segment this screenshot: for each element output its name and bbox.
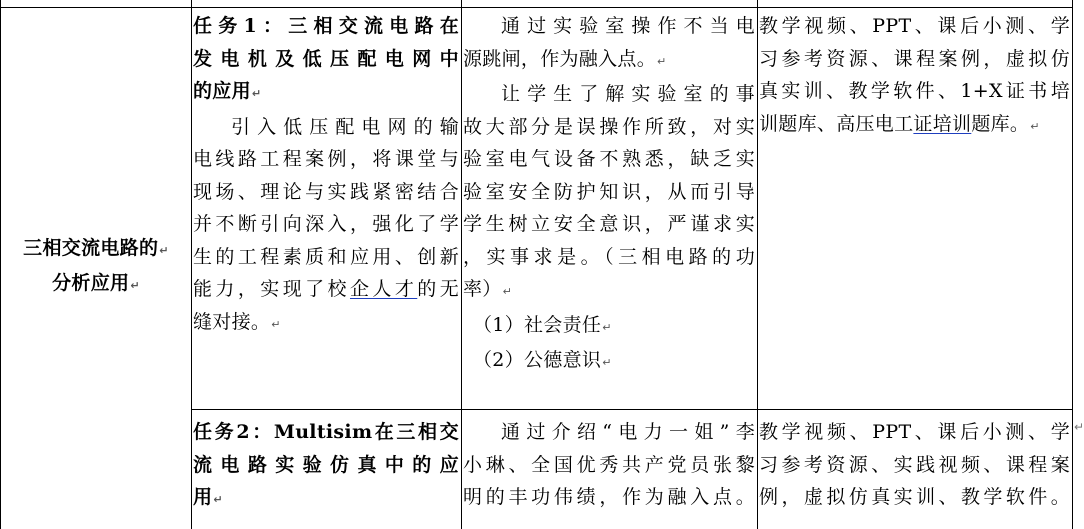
resources-2-line-1: 教学视频、PPT、课后小测、学 <box>759 421 1070 443</box>
task-2-cell <box>193 416 459 517</box>
resources-1-line-1: 教学视频、PPT、课后小测、学 <box>759 15 1070 37</box>
task-2-title-line-3: 用↵ <box>193 486 223 508</box>
ideology-1-line-5: 验室电气设备不熟悉，缺乏实 <box>463 148 755 170</box>
resources-1-line-4: 训题库、高压电工证培训题库。↵ <box>759 112 1040 135</box>
ideology-2-line-3: 明的丰功伟绩，作为融入点。 <box>463 486 755 508</box>
ideology-1-line-8: ，实事求是。（三相电路的功 <box>463 245 755 268</box>
task-1-body-line-7: 缝对接。↵ <box>193 310 281 333</box>
column-divider-1 <box>191 0 192 529</box>
task-2-title-line-1: 任务2：Multisim在三相交 <box>193 421 459 443</box>
ideology-1-line-6: 验室安全防护知识，从而引导 <box>463 180 755 203</box>
ideology-2-line-2: 小琳、全国优秀共产党员张黎 <box>463 453 755 476</box>
task-1-title-line-1: 任务1：三相交流电路在 <box>193 15 459 37</box>
row-divider-top <box>0 7 1073 8</box>
underlined-phrase: 证培训 <box>913 112 972 135</box>
task-1-title-line-3: 的应用↵ <box>193 80 262 102</box>
chapter-title-line-1: 三相交流电路的↵ <box>23 237 169 259</box>
ideology-1-line-2: 源跳闸，作为融入点。↵ <box>463 47 667 70</box>
ideology-1-cell <box>463 10 755 380</box>
ideology-1-line-4: 故大部分是误操作所致，对实 <box>463 115 755 138</box>
ideology-1-line-9: 率）↵ <box>463 278 513 300</box>
task-1-cell <box>193 10 459 341</box>
task-1-body-line-4: 并不断引向深入，强化了学 <box>193 213 459 235</box>
resources-2-line-2: 习参考资源、实践视频、课程案 <box>759 453 1070 476</box>
underlined-phrase: 企人才 <box>349 278 418 300</box>
column-divider-2 <box>461 0 462 529</box>
resources-2-cell <box>759 416 1070 514</box>
table-border-left <box>0 0 1 529</box>
resources-1-line-2: 习参考资源、课程案例，虚拟仿 <box>759 47 1070 70</box>
task-1-body-line-2: 电线路工程案例，将课堂与 <box>193 148 459 170</box>
ideology-1-line-1: 通过实验室操作不当电 <box>501 15 755 37</box>
task-1-body-line-3: 现场、理论与实践紧密结合 <box>193 180 459 203</box>
chapter-title-line-2: 分析应用↵ <box>52 272 140 294</box>
table-border-right <box>1072 0 1073 529</box>
ideology-1-line-11: （2）公德意识↵ <box>473 349 612 371</box>
ideology-1-line-7: 学生树立安全意识，严谨求实 <box>463 213 755 235</box>
resources-2-line-3: 例，虚拟仿真实训、教学软件。 <box>759 486 1070 508</box>
column-divider-3 <box>757 0 758 529</box>
ideology-1-line-3: 让学生了解实验室的事 <box>501 83 755 105</box>
row-end-marker: ↵ <box>1074 420 1084 434</box>
task-1-body-line-6: 能力，实现了校企人才的无 <box>193 278 459 300</box>
resources-1-line-3: 真实训、教学软件、1+X证书培 <box>759 80 1070 102</box>
ideology-2-cell <box>463 416 755 514</box>
chapter-cell <box>2 232 190 302</box>
row-divider-middle <box>191 409 1073 410</box>
task-1-title-line-2: 发电机及低压配电网中 <box>193 47 459 70</box>
task-1-body-line-1: 引入低压配电网的输 <box>231 115 459 138</box>
task-2-title-line-2: 流电路实验仿真中的应 <box>193 453 459 476</box>
task-1-body-line-5: 生的工程素质和应用、创新 <box>193 245 459 268</box>
ideology-1-line-10: （1）社会责任↵ <box>473 313 612 336</box>
ideology-2-line-1: 通过介绍“电力一姐”李 <box>501 421 755 443</box>
resources-1-cell <box>759 10 1070 143</box>
